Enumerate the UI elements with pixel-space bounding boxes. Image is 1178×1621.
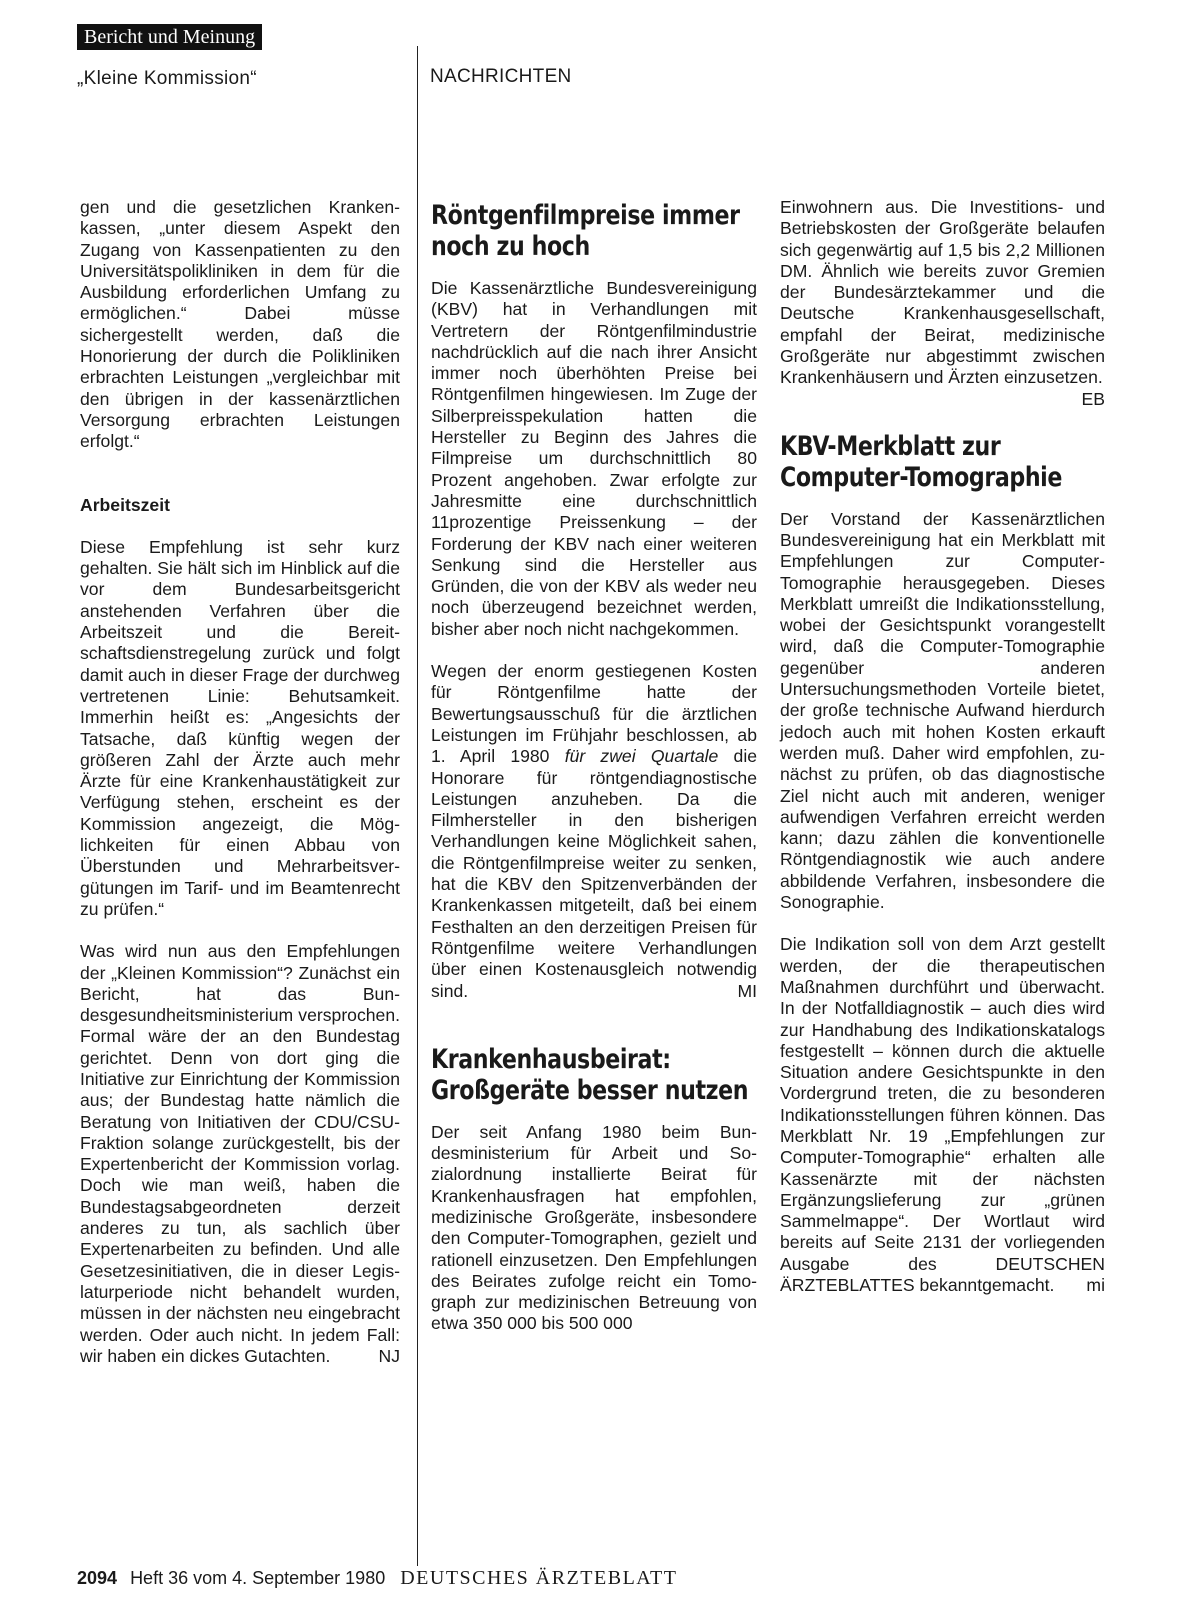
headline: KBV-Merkblatt zur Computer-Tomographie <box>780 430 1062 493</box>
section-tag: Bericht und Meinung <box>77 24 262 50</box>
paragraph <box>80 941 400 1367</box>
column-2 <box>431 200 757 1335</box>
page-number: 2094 <box>77 1568 118 1588</box>
column-1 <box>80 197 400 1367</box>
paragraph <box>780 934 1105 1296</box>
paragraph-text: Was wird nun aus den Empfehlungen der „Kleinen Kommission“? Zunächst ein Bericht, hat das Bundesgesundheitsministerium versprochen. Formal wäre der an den Bundestag gerichtet. Denn von dort ging die Initiative zur Einrichtung der Kommission aus; der Bundestag hatte nämlich die Beratung von Initiativen der CDU/CSU-Fraktion solange zurückgestellt, bis der Expertenbericht der Kommission vorlag. Doch wie man weiß, haben die Bundestagsabgeordneten derzeit anderes zu tun, als sachlich über Expertenarbeiten zu befinden. Und alle Gesetzesinitiativen, die in dieser Legislaturperiode nicht behandelt wurden, müssen in der nächsten neu eingebracht werden. Oder auch nicht. In jedem Fall: wir haben ein dickes Gutachten. <box>80 941 400 1366</box>
paragraph: gen und die gesetzlichen Krankenkassen, „unter diesem Aspekt den Zugang von Kassenpatienten zu den Universitätspolikliniken in dem für die Ausbildung erforderlichen Umfang zu ermöglichen.“ Dabei müsse sichergestellt werden, daß die Honorierung der durch die Polikliniken erbrachten Leistungen „vergleichbar mit den übrigen in der kassenärztlichen Versorgung erbrachten Leistungen erfolgt.“ <box>80 197 400 452</box>
author-signature: EB <box>1081 388 1105 409</box>
issue-info: Heft 36 vom 4. September 1980 <box>130 1568 386 1588</box>
paragraph-text: die Honorare für röntgendiagnostische Leistungen anzuheben. Da die Filmhersteller in den bisherigen Verhandlungen keine Möglichkeit sahen, die Röntgenfilmpreise weiter zu senken, hat die KBV den Spitzenverbänden der Krankenkassen mitgeteilt, daß bei einem Festhalten an den derzeitigen Preisen für Röntgenfilme weitere Verhandlungen über einen Kostenausgleich notwendig sind. <box>431 746 758 1001</box>
paragraph-text: Die Indikation soll von dem Arzt gestellt werden, der die therapeutischen Maßnahmen durchführt und überwacht. In der Notfalldiagnostik – auch dies wird zur Handhabung des Indikationskatalogs festgestellt – können durch die aktuelle Situation andere Gesichtspunkte in den Vordergrund treten, die zu besonderen Indikationsstellungen führen können. Das Merkblatt Nr. 19 „Empfehlungen zur Computer-Tomographie“ erhalten alle Kassenärzte mit der nächsten Ergänzungslieferung zur „grünen Sammelmappe“. Der Wortlaut wird bereits auf Seite 2131 der vorliegenden Ausgabe des DEUTSCHEN ÄRZTEBLATTES bekanntgemacht. <box>780 934 1105 1296</box>
paragraph: Der seit Anfang 1980 beim Bundesministerium für Arbeit und Sozialordnung installierte Beirat für Krankenhausfragen hat empfohlen, medizinische Großgeräte, insbesondere den Computer-Tomographen, gezielt und rationell einzusetzen. Den Empfehlungen des Beirates zufolge reicht ein Tomograph zur medizinischen Betreuung von etwa 350 000 bis 500 000 <box>431 1121 757 1334</box>
running-head-left: „Kleine Kommission“ <box>77 68 257 89</box>
paragraph: Diese Empfehlung ist sehr kurz gehalten. Sie hält sich im Hinblick auf die vor dem Bundesarbeitsgericht anstehenden Verfahren über die Arbeitszeit und die Bereitschaftsdienstregelung zurück und folgt damit auch in dieser Frage der durchweg vertretenen Linie: Behutsamkeit. Immerhin heißt es: „Angesichts der Tatsache, daß künftig wegen der größeren Zahl der Ärzte auch mehr Ärzte für eine Krankenhaustätigkeit zur Verfügung stehen, erscheint es der Kommission angezeigt, die Möglichkeiten für einen Abbau von Überstunden und Mehrarbeitsvergütungen im Tarif- und im Beamtenrecht zu prüfen.“ <box>80 536 400 919</box>
paragraph: Die Kassenärztliche Bundesvereinigung (KBV) hat in Verhandlungen mit Vertretern der Röntgenfilmindustrie nachdrücklich auf die nach ihrer Ansicht immer noch überhöhten Preise bei Röntgenfilmen hingewiesen. Im Zuge der Silberpreisspekulation hatten die Hersteller zu Beginn des Jahres die Filmpreise um durchschnittlich 80 Prozent angehoben. Zwar erfolgte zur Jahresmitte eine durchschnittlich 11prozentige Preissenkung – der Forderung der KBV nach einer weiteren Senkung sind die Hersteller aus Gründen, die von der KBV als weder neu noch überzeugend bezeichnet werden, bisher aber noch nicht nachgekommen. <box>431 278 757 639</box>
running-head-right: NACHRICHTEN <box>430 66 572 87</box>
column-divider <box>417 46 418 1566</box>
emphasis: für zwei Quartale <box>564 746 719 767</box>
publication-name: DEUTSCHES ÄRZTEBLATT <box>400 1567 678 1589</box>
headline: Röntgenfilmpreise immer noch zu hoch <box>431 200 740 262</box>
paragraph-text: Einwohnern aus. Die Investitions- und Betriebskosten der Großgeräte belaufen sich gegenwärtig auf 1,5 bis 2,2 Millionen DM. Ähnlich wie bereits zuvor Gremien der Bundesärztekammer und die Deutsche Krankenhausgesellschaft, empfahl der Beirat, medizinische Großgeräte nur abgestimmt zwischen Krankenhäusern und Ärzten einzusetzen. <box>780 197 1105 388</box>
headline: Krankenhausbeirat: Großgeräte besser nutzen <box>431 1043 749 1106</box>
subheading: Arbeitszeit <box>80 494 170 515</box>
paragraph <box>431 661 757 1002</box>
paragraph <box>780 197 1105 409</box>
column-3 <box>780 197 1105 1296</box>
author-signature: NJ <box>378 1345 400 1366</box>
page-footer <box>77 1567 677 1590</box>
author-signature: mi <box>1086 1275 1105 1296</box>
paragraph-text: Wegen der enorm gestiegenen Kosten für Röntgenfilme hatte der Bewertungsausschuß für die ärztlichen Leistungen im Frühjahr beschlossen, ab 1. April 1980 <box>431 661 757 767</box>
author-signature: MI <box>737 980 757 1001</box>
paragraph: Der Vorstand der Kassenärztlichen Bundesvereinigung hat ein Merkblatt mit Empfehlungen zur Computer-Tomographie herausgegeben. Dieses Merkblatt umreißt die Indikationsstellung, wobei der Gesichtspunkt vorangestellt wird, daß die Computer-Tomographie gegenüber anderen Untersuchungsmethoden Vorteile bietet, der große technische Aufwand hierdurch jedoch auch mit hohen Kosten erkauft werden muß. Daher wird empfohlen, zunächst zu prüfen, ob das diagnostische Ziel nicht auch mit anderen, weniger aufwendigen Verfahren erreicht werden kann; dazu zählen die konventionelle Röntgendiagnostik wie auch andere abbildende Verfahren, insbesondere die Sonographie. <box>780 508 1105 913</box>
